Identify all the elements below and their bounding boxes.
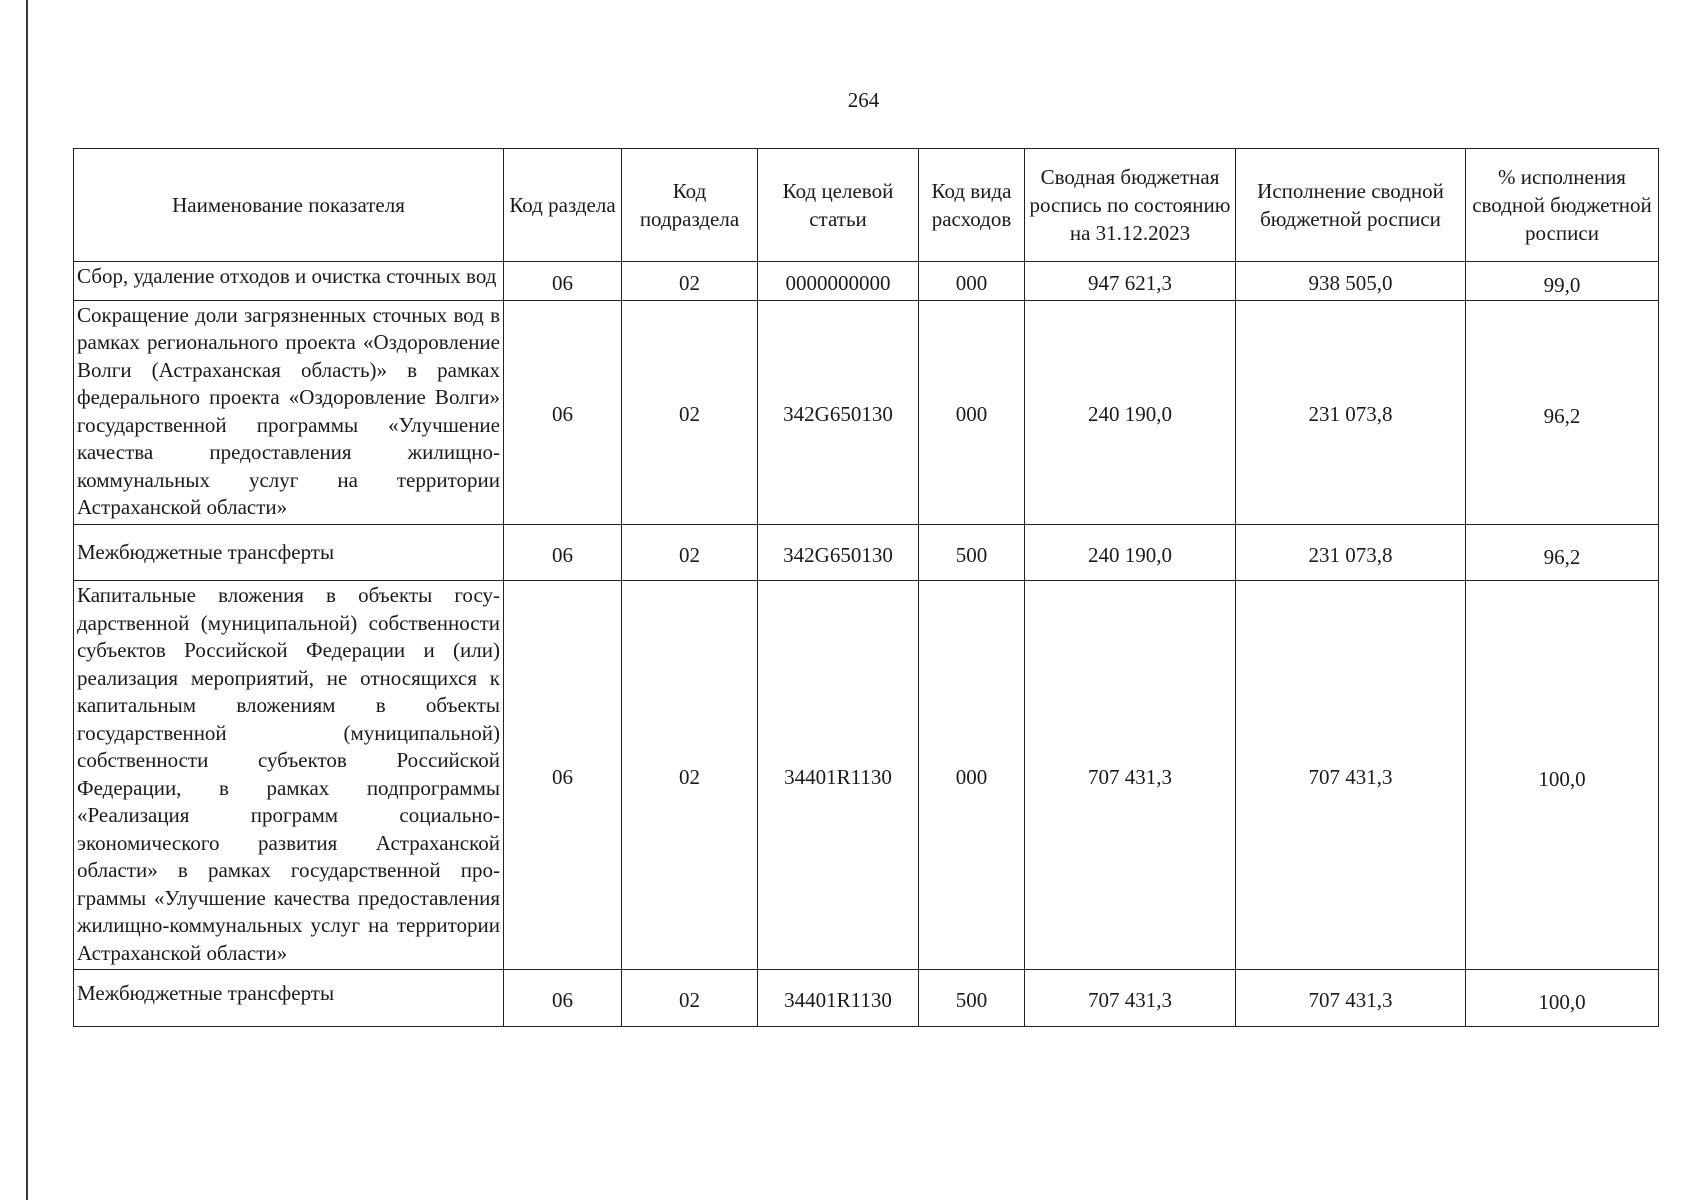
binding-edge-line <box>26 0 28 1200</box>
row-subsection: 02 <box>622 300 758 524</box>
page-number: 264 <box>847 88 880 112</box>
header-subsection-code: Код подраздела <box>622 149 758 262</box>
row-name: Межбюджетные трансферты <box>74 524 504 581</box>
row-execution: 707 431,3 <box>1236 581 1466 970</box>
row-expense-type: 000 <box>919 262 1025 301</box>
row-name: Сокращение доли загрязненных сточных вод в рамках регионального проекта «Оздоровление Волги (Астраханская область)» в рамках федерального проекта «Оздоровление Волги» государственной программы «Улучшение качества предоставления жилищно-коммунальных услуг на территории Астраханской области» <box>74 300 504 524</box>
header-execution-percent: % исполнения сводной бюджетной росписи <box>1466 149 1659 262</box>
row-percent: 100,0 <box>1466 970 1659 1027</box>
header-budget-list: Сводная бюджетная роспись по состоянию на 31.12.2023 <box>1025 149 1236 262</box>
row-execution: 707 431,3 <box>1236 970 1466 1027</box>
row-budget: 240 190,0 <box>1025 524 1236 581</box>
row-section: 06 <box>504 970 622 1027</box>
table-header-row <box>74 149 1659 262</box>
row-budget: 947 621,3 <box>1025 262 1236 301</box>
row-name: Межбюджетные трансферты <box>74 970 504 1027</box>
header-name: Наименование показателя <box>74 149 504 262</box>
row-name: Сбор, удаление отходов и очистка сточных вод <box>74 262 504 301</box>
row-budget: 707 431,3 <box>1025 581 1236 970</box>
row-subsection: 02 <box>622 581 758 970</box>
row-target: 342G650130 <box>758 300 919 524</box>
row-percent: 96,2 <box>1466 300 1659 524</box>
table-row <box>74 300 1659 524</box>
budget-execution-table <box>73 148 1659 1027</box>
table-row <box>74 581 1659 970</box>
row-section: 06 <box>504 262 622 301</box>
row-budget: 240 190,0 <box>1025 300 1236 524</box>
row-target: 34401R1130 <box>758 970 919 1027</box>
header-expense-type-code: Код вида расходов <box>919 149 1025 262</box>
row-budget: 707 431,3 <box>1025 970 1236 1027</box>
row-percent: 99,0 <box>1466 262 1659 301</box>
row-section: 06 <box>504 300 622 524</box>
table-row <box>74 524 1659 581</box>
row-execution: 938 505,0 <box>1236 262 1466 301</box>
header-section-code: Код раздела <box>504 149 622 262</box>
row-name: Капитальные вложения в объекты государственной (муниципальной) собственности субъектов Российской Федерации и (или) реализация мероприятий, не относящихся к капитальным вложениям в объекты государственной (муниципальной) собственности субъектов Российской Федерации, в рамках подпрограммы «Реализация программ социально-экономического развития Астраханской области» в рамках государственной программы «Улучшение качества предоставления жилищно-коммунальных услуг на территории Астраханской области» <box>74 581 504 970</box>
row-percent: 96,2 <box>1466 524 1659 581</box>
table-row <box>74 970 1659 1027</box>
row-section: 06 <box>504 581 622 970</box>
row-target: 342G650130 <box>758 524 919 581</box>
header-target-article-code: Код целевой статьи <box>758 149 919 262</box>
row-expense-type: 500 <box>919 970 1025 1027</box>
row-expense-type: 000 <box>919 581 1025 970</box>
row-target: 34401R1130 <box>758 581 919 970</box>
row-expense-type: 500 <box>919 524 1025 581</box>
row-section: 06 <box>504 524 622 581</box>
row-subsection: 02 <box>622 262 758 301</box>
row-percent: 100,0 <box>1466 581 1659 970</box>
row-execution: 231 073,8 <box>1236 524 1466 581</box>
row-subsection: 02 <box>622 970 758 1027</box>
header-execution: Исполнение сводной бюджетной росписи <box>1236 149 1466 262</box>
row-target: 0000000000 <box>758 262 919 301</box>
row-subsection: 02 <box>622 524 758 581</box>
row-execution: 231 073,8 <box>1236 300 1466 524</box>
table-row <box>74 262 1659 301</box>
row-expense-type: 000 <box>919 300 1025 524</box>
